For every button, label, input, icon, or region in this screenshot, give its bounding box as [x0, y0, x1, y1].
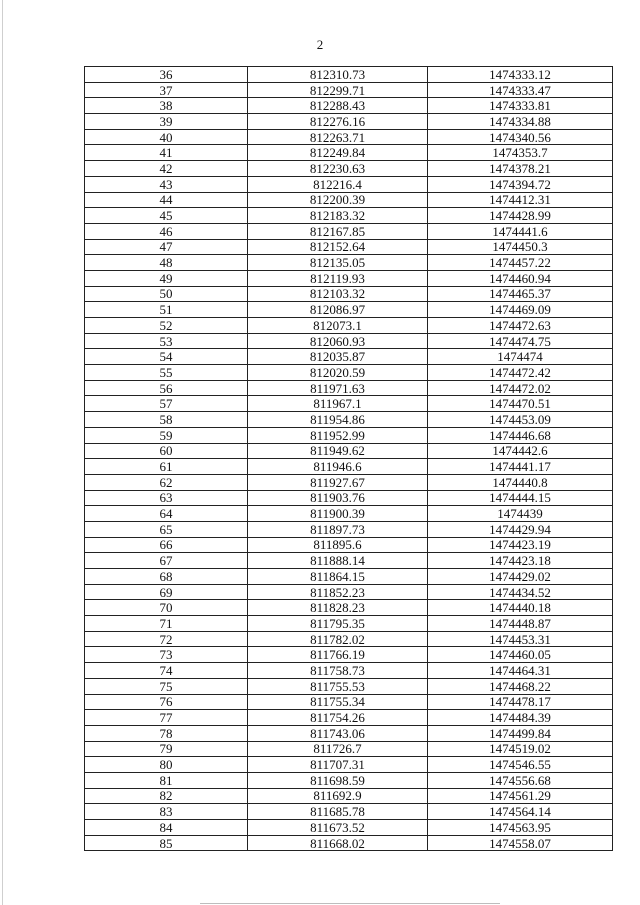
x-coordinate-cell: 811673.52: [248, 820, 428, 836]
x-coordinate-cell: 812230.63: [248, 161, 428, 177]
y-coordinate-cell: 1474478.17: [428, 694, 613, 710]
y-coordinate-cell: 1474453.09: [428, 412, 613, 428]
y-coordinate-cell: 1474429.02: [428, 569, 613, 585]
point-number-cell: 48: [85, 255, 248, 271]
table-row: [85, 631, 613, 647]
point-number-cell: 82: [85, 788, 248, 804]
table-row: [85, 129, 613, 145]
y-coordinate-cell: 1474464.31: [428, 663, 613, 679]
y-coordinate-cell: 1474439: [428, 506, 613, 522]
x-coordinate-cell: 812183.32: [248, 208, 428, 224]
point-number-cell: 53: [85, 333, 248, 349]
point-number-cell: 56: [85, 380, 248, 396]
point-number-cell: 42: [85, 161, 248, 177]
point-number-cell: 84: [85, 820, 248, 836]
x-coordinate-cell: 811852.23: [248, 584, 428, 600]
y-coordinate-cell: 1474470.51: [428, 396, 613, 412]
point-number-cell: 55: [85, 365, 248, 381]
y-coordinate-cell: 1474441.6: [428, 223, 613, 239]
table-row: [85, 490, 613, 506]
x-coordinate-cell: 812167.85: [248, 223, 428, 239]
table-row: [85, 98, 613, 114]
y-coordinate-cell: 1474446.68: [428, 427, 613, 443]
y-coordinate-cell: 1474472.02: [428, 380, 613, 396]
y-coordinate-cell: 1474444.15: [428, 490, 613, 506]
point-number-cell: 38: [85, 98, 248, 114]
table-row: [85, 600, 613, 616]
point-number-cell: 51: [85, 302, 248, 318]
x-coordinate-cell: 811895.6: [248, 537, 428, 553]
point-number-cell: 60: [85, 443, 248, 459]
table-row: [85, 757, 613, 773]
table-row: [85, 396, 613, 412]
table-row: [85, 302, 613, 318]
x-coordinate-cell: 811967.1: [248, 396, 428, 412]
table-row: [85, 333, 613, 349]
x-coordinate-cell: 812310.73: [248, 67, 428, 83]
point-number-cell: 43: [85, 176, 248, 192]
point-number-cell: 83: [85, 804, 248, 820]
table-row: [85, 443, 613, 459]
y-coordinate-cell: 1474434.52: [428, 584, 613, 600]
x-coordinate-cell: 811782.02: [248, 631, 428, 647]
point-number-cell: 75: [85, 678, 248, 694]
table-row: [85, 318, 613, 334]
point-number-cell: 37: [85, 82, 248, 98]
coordinates-table: [84, 66, 613, 851]
x-coordinate-cell: 811755.53: [248, 678, 428, 694]
point-number-cell: 80: [85, 757, 248, 773]
y-coordinate-cell: 1474442.6: [428, 443, 613, 459]
x-coordinate-cell: 811952.99: [248, 427, 428, 443]
x-coordinate-cell: 812299.71: [248, 82, 428, 98]
y-coordinate-cell: 1474334.88: [428, 114, 613, 130]
y-coordinate-cell: 1474484.39: [428, 710, 613, 726]
point-number-cell: 47: [85, 239, 248, 255]
point-number-cell: 76: [85, 694, 248, 710]
x-coordinate-cell: 811903.76: [248, 490, 428, 506]
coordinates-table-body: [85, 67, 613, 851]
x-coordinate-cell: 811758.73: [248, 663, 428, 679]
table-row: [85, 286, 613, 302]
x-coordinate-cell: 811888.14: [248, 553, 428, 569]
point-number-cell: 46: [85, 223, 248, 239]
table-row: [85, 145, 613, 161]
point-number-cell: 44: [85, 192, 248, 208]
x-coordinate-cell: 811946.6: [248, 459, 428, 475]
x-coordinate-cell: 812035.87: [248, 349, 428, 365]
table-row: [85, 255, 613, 271]
x-coordinate-cell: 811971.63: [248, 380, 428, 396]
point-number-cell: 65: [85, 521, 248, 537]
table-row: [85, 176, 613, 192]
x-coordinate-cell: 812060.93: [248, 333, 428, 349]
table-row: [85, 820, 613, 836]
x-coordinate-cell: 811755.34: [248, 694, 428, 710]
x-coordinate-cell: 811692.9: [248, 788, 428, 804]
point-number-cell: 50: [85, 286, 248, 302]
y-coordinate-cell: 1474460.05: [428, 647, 613, 663]
y-coordinate-cell: 1474333.12: [428, 67, 613, 83]
x-coordinate-cell: 811698.59: [248, 772, 428, 788]
x-coordinate-cell: 811685.78: [248, 804, 428, 820]
table-row: [85, 521, 613, 537]
point-number-cell: 39: [85, 114, 248, 130]
y-coordinate-cell: 1474333.47: [428, 82, 613, 98]
y-coordinate-cell: 1474468.22: [428, 678, 613, 694]
y-coordinate-cell: 1474546.55: [428, 757, 613, 773]
table-row: [85, 67, 613, 83]
point-number-cell: 77: [85, 710, 248, 726]
point-number-cell: 64: [85, 506, 248, 522]
y-coordinate-cell: 1474428.99: [428, 208, 613, 224]
y-coordinate-cell: 1474378.21: [428, 161, 613, 177]
table-row: [85, 710, 613, 726]
y-coordinate-cell: 1474412.31: [428, 192, 613, 208]
y-coordinate-cell: 1474441.17: [428, 459, 613, 475]
y-coordinate-cell: 1474429.94: [428, 521, 613, 537]
x-coordinate-cell: 811726.7: [248, 741, 428, 757]
table-row: [85, 725, 613, 741]
y-coordinate-cell: 1474499.84: [428, 725, 613, 741]
table-row: [85, 208, 613, 224]
table-row: [85, 835, 613, 851]
y-coordinate-cell: 1474469.09: [428, 302, 613, 318]
table-row: [85, 114, 613, 130]
y-coordinate-cell: 1474353.7: [428, 145, 613, 161]
y-coordinate-cell: 1474453.31: [428, 631, 613, 647]
x-coordinate-cell: 812119.93: [248, 270, 428, 286]
y-coordinate-cell: 1474423.19: [428, 537, 613, 553]
table-row: [85, 694, 613, 710]
table-row: [85, 553, 613, 569]
x-coordinate-cell: 811949.62: [248, 443, 428, 459]
point-number-cell: 40: [85, 129, 248, 145]
x-coordinate-cell: 812103.32: [248, 286, 428, 302]
point-number-cell: 36: [85, 67, 248, 83]
y-coordinate-cell: 1474450.3: [428, 239, 613, 255]
table-row: [85, 270, 613, 286]
point-number-cell: 79: [85, 741, 248, 757]
table-row: [85, 788, 613, 804]
table-row: [85, 584, 613, 600]
point-number-cell: 45: [85, 208, 248, 224]
table-row: [85, 380, 613, 396]
y-coordinate-cell: 1474472.42: [428, 365, 613, 381]
table-row: [85, 678, 613, 694]
x-coordinate-cell: 811668.02: [248, 835, 428, 851]
table-row: [85, 772, 613, 788]
x-coordinate-cell: 812073.1: [248, 318, 428, 334]
y-coordinate-cell: 1474556.68: [428, 772, 613, 788]
x-coordinate-cell: 811795.35: [248, 616, 428, 632]
point-number-cell: 57: [85, 396, 248, 412]
point-number-cell: 58: [85, 412, 248, 428]
y-coordinate-cell: 1474440.8: [428, 474, 613, 490]
y-coordinate-cell: 1474564.14: [428, 804, 613, 820]
y-coordinate-cell: 1474558.07: [428, 835, 613, 851]
x-coordinate-cell: 812020.59: [248, 365, 428, 381]
table-row: [85, 663, 613, 679]
y-coordinate-cell: 1474561.29: [428, 788, 613, 804]
table-row: [85, 82, 613, 98]
x-coordinate-cell: 811743.06: [248, 725, 428, 741]
y-coordinate-cell: 1474472.63: [428, 318, 613, 334]
table-row: [85, 349, 613, 365]
y-coordinate-cell: 1474519.02: [428, 741, 613, 757]
point-number-cell: 74: [85, 663, 248, 679]
y-coordinate-cell: 1474457.22: [428, 255, 613, 271]
point-number-cell: 54: [85, 349, 248, 365]
y-coordinate-cell: 1474563.95: [428, 820, 613, 836]
point-number-cell: 41: [85, 145, 248, 161]
table-row: [85, 412, 613, 428]
point-number-cell: 52: [85, 318, 248, 334]
y-coordinate-cell: 1474394.72: [428, 176, 613, 192]
x-coordinate-cell: 812276.16: [248, 114, 428, 130]
y-coordinate-cell: 1474460.94: [428, 270, 613, 286]
y-coordinate-cell: 1474333.81: [428, 98, 613, 114]
table-row: [85, 161, 613, 177]
y-coordinate-cell: 1474474.75: [428, 333, 613, 349]
x-coordinate-cell: 812135.05: [248, 255, 428, 271]
page-number: 2: [316, 37, 324, 52]
table-row: [85, 459, 613, 475]
point-number-cell: 66: [85, 537, 248, 553]
point-number-cell: 49: [85, 270, 248, 286]
table-row: [85, 474, 613, 490]
point-number-cell: 63: [85, 490, 248, 506]
table-row: [85, 804, 613, 820]
table-row: [85, 537, 613, 553]
point-number-cell: 61: [85, 459, 248, 475]
point-number-cell: 85: [85, 835, 248, 851]
table-row: [85, 506, 613, 522]
y-coordinate-cell: 1474340.56: [428, 129, 613, 145]
point-number-cell: 67: [85, 553, 248, 569]
point-number-cell: 70: [85, 600, 248, 616]
scan-bottom-edge: [200, 903, 500, 904]
point-number-cell: 73: [85, 647, 248, 663]
x-coordinate-cell: 811754.26: [248, 710, 428, 726]
x-coordinate-cell: 811707.31: [248, 757, 428, 773]
x-coordinate-cell: 811897.73: [248, 521, 428, 537]
x-coordinate-cell: 811828.23: [248, 600, 428, 616]
y-coordinate-cell: 1474474: [428, 349, 613, 365]
table-row: [85, 616, 613, 632]
table-row: [85, 365, 613, 381]
y-coordinate-cell: 1474448.87: [428, 616, 613, 632]
table-row: [85, 427, 613, 443]
point-number-cell: 78: [85, 725, 248, 741]
x-coordinate-cell: 812152.64: [248, 239, 428, 255]
page-edge-line: [2, 0, 3, 905]
x-coordinate-cell: 811864.15: [248, 569, 428, 585]
point-number-cell: 71: [85, 616, 248, 632]
table-row: [85, 192, 613, 208]
table-row: [85, 223, 613, 239]
x-coordinate-cell: 812288.43: [248, 98, 428, 114]
x-coordinate-cell: 811900.39: [248, 506, 428, 522]
x-coordinate-cell: 812216.4: [248, 176, 428, 192]
point-number-cell: 59: [85, 427, 248, 443]
table-row: [85, 239, 613, 255]
x-coordinate-cell: 812200.39: [248, 192, 428, 208]
x-coordinate-cell: 812263.71: [248, 129, 428, 145]
y-coordinate-cell: 1474423.18: [428, 553, 613, 569]
table-row: [85, 741, 613, 757]
x-coordinate-cell: 812249.84: [248, 145, 428, 161]
y-coordinate-cell: 1474465.37: [428, 286, 613, 302]
x-coordinate-cell: 811927.67: [248, 474, 428, 490]
point-number-cell: 68: [85, 569, 248, 585]
table-row: [85, 569, 613, 585]
point-number-cell: 81: [85, 772, 248, 788]
table-row: [85, 647, 613, 663]
y-coordinate-cell: 1474440.18: [428, 600, 613, 616]
x-coordinate-cell: 811954.86: [248, 412, 428, 428]
point-number-cell: 69: [85, 584, 248, 600]
x-coordinate-cell: 812086.97: [248, 302, 428, 318]
point-number-cell: 62: [85, 474, 248, 490]
point-number-cell: 72: [85, 631, 248, 647]
x-coordinate-cell: 811766.19: [248, 647, 428, 663]
